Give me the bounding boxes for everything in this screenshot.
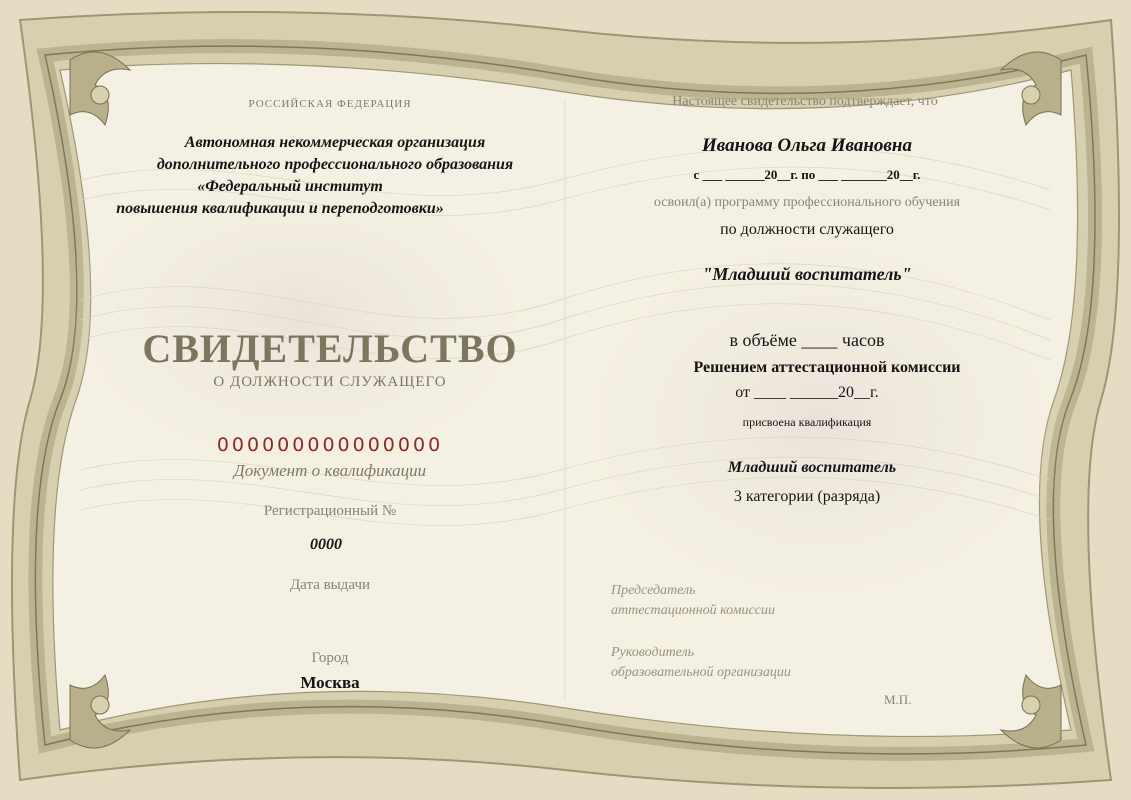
study-period: с ___ ______20__г. по ___ _______20__г.: [693, 167, 921, 182]
confirms-text: Настоящее свидетельство подтверждает, что: [672, 94, 938, 109]
program-mastered-text: освоил(а) программу профессионального обучения: [653, 195, 961, 210]
qualification-assigned-text: присвоена квалификация: [742, 415, 872, 429]
certificate-subtitle: О ДОЛЖНОСТИ СЛУЖАЩЕГО: [213, 374, 447, 390]
city-label: Город: [311, 650, 349, 666]
qualification-name: Младший воспитатель: [727, 459, 897, 476]
certificate-title: СВИДЕТЕЛЬСТВО: [142, 326, 518, 371]
organization-name: [95, 132, 575, 220]
org-line: повышения квалификации и переподготовки»: [116, 200, 444, 217]
country-label: РОССИЙСКАЯ ФЕДЕРАЦИЯ: [248, 98, 412, 110]
org-line: дополнительного профессионального образования: [156, 156, 514, 173]
org-line: Автономная некоммерческая организация: [184, 134, 486, 151]
registration-label: Регистрационный №: [263, 503, 397, 519]
chair-title-line: аттестационной комиссии: [611, 603, 775, 618]
person-name: Иванова Ольга Ивановна: [702, 135, 912, 156]
course-volume: в объёме ____ часов: [729, 330, 885, 350]
position-name: "Младший воспитатель": [702, 264, 912, 284]
head-signature: [611, 643, 791, 683]
stamp-place: М.П.: [884, 692, 912, 707]
head-title-line: образовательной организации: [611, 665, 791, 680]
by-position-text: по должности служащего: [720, 221, 894, 238]
chair-title-line: Председатель: [611, 583, 696, 598]
commission-chair-signature: [611, 581, 775, 621]
category-text: 3 категории (разряда): [733, 488, 881, 505]
org-line: «Федеральный институт: [197, 178, 383, 195]
registration-number: 0000: [310, 536, 342, 553]
document-type: Документ о квалификации: [233, 461, 427, 480]
city-value: Москва: [300, 673, 360, 692]
head-title-line: Руководитель: [611, 645, 695, 660]
issue-date-label: Дата выдачи: [289, 577, 371, 593]
serial-number: 000000000000000: [216, 434, 444, 456]
decision-date: от ____ ______20__г.: [735, 384, 879, 401]
commission-decision: Решением аттестационной комиссии: [693, 359, 961, 376]
